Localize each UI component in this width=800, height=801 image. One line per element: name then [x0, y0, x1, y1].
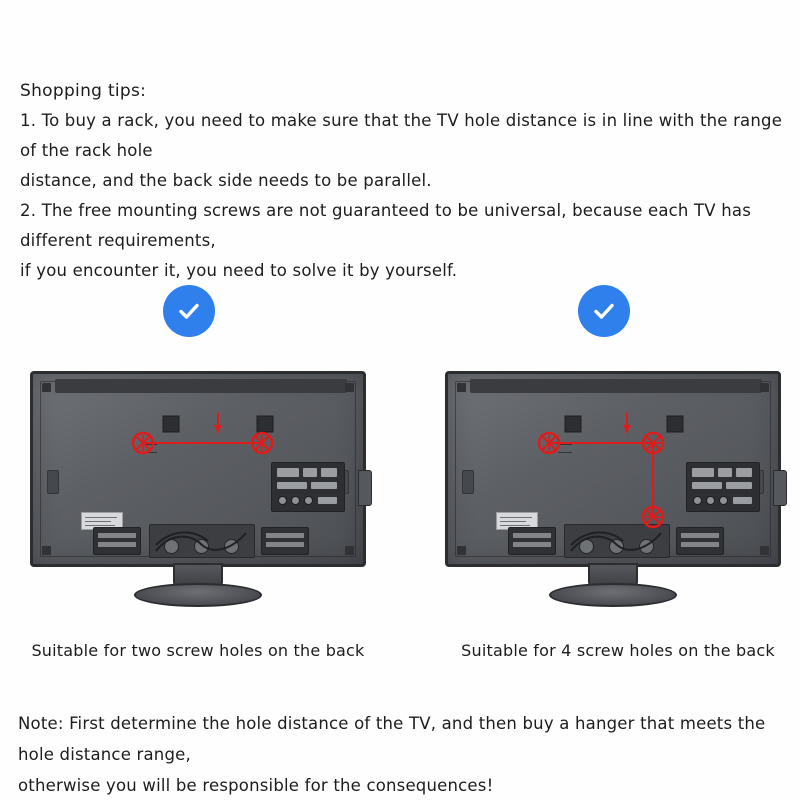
tv-corner-screw [760, 546, 769, 555]
tv-port [277, 482, 307, 489]
tv-back-panel [30, 371, 366, 567]
tv-port [726, 482, 752, 489]
tv-surface-line [558, 452, 572, 453]
tv-port-jack [693, 496, 702, 505]
caption-four-hole: Suitable for 4 screw holes on the back [461, 641, 775, 660]
tv-bottom-connector-panel [676, 527, 724, 555]
tv-surface-line [143, 452, 157, 453]
tv-bottom-connector-panel [508, 527, 556, 555]
tv-bottom-connector-panel [261, 527, 309, 555]
tv-port-jack [278, 496, 287, 505]
tv-port [692, 482, 722, 489]
shopping-tips-title: Shopping tips: [20, 81, 147, 101]
tv-port-block [686, 462, 760, 512]
tv-cable-wires [565, 525, 669, 557]
check-badge-right [578, 285, 630, 337]
tv-port [692, 468, 714, 477]
tv-port [277, 468, 299, 477]
tv-side-tab [358, 470, 372, 506]
shopping-tips-line-3: 2. The free mounting screws are not guaranteed to be universal, because each TV has different requirements, [20, 201, 751, 250]
tv-cable-wires [150, 525, 254, 557]
tv-port [733, 497, 752, 504]
note-line-1: Note: First determine the hole distance of the TV, and then buy a hanger that meets the hole distance range, [18, 714, 766, 764]
tv-surface-line [143, 444, 157, 445]
tv-corner-screw [345, 383, 354, 392]
tv-port [718, 468, 732, 477]
tv-port [736, 468, 752, 477]
shopping-tips-block [20, 76, 792, 286]
tv-port-jack [304, 496, 313, 505]
tv-stand-base [134, 583, 262, 607]
check-badge-left [163, 285, 215, 337]
tv-port [311, 482, 337, 489]
check-icon [589, 296, 619, 326]
tv-back-panel [445, 371, 781, 567]
tv-corner-screw [457, 546, 466, 555]
tv-port-jack [719, 496, 728, 505]
tv-bottom-connector-panel [93, 527, 141, 555]
tv-port [303, 468, 317, 477]
tv-port-jack [706, 496, 715, 505]
tv-corner-screw [345, 546, 354, 555]
tv-port [318, 497, 337, 504]
tv-illustration-four-hole [445, 371, 781, 611]
tv-side-tab [773, 470, 787, 506]
tv-top-strip [470, 379, 762, 393]
tv-port-jack [291, 496, 300, 505]
tv-illustration-two-hole [30, 371, 366, 611]
shopping-tips-line-2: distance, and the back side needs to be parallel. [20, 171, 432, 190]
tv-corner-screw [42, 383, 51, 392]
tv-cable-box [149, 524, 255, 558]
shopping-tips-line-1: 1. To buy a rack, you need to make sure that the TV hole distance is in line with the range of the rack hole [20, 111, 783, 160]
tv-corner-screw [457, 383, 466, 392]
tv-top-strip [55, 379, 347, 393]
caption-two-hole: Suitable for two screw holes on the back [31, 641, 365, 660]
tv-surface-line [558, 444, 572, 445]
tv-corner-screw [42, 546, 51, 555]
note-line-2: otherwise you will be responsible for the consequences! [18, 776, 494, 795]
check-icon [174, 296, 204, 326]
tv-corner-screw [760, 383, 769, 392]
tv-stand-base [549, 583, 677, 607]
tv-vent [462, 470, 474, 494]
tv-port-block [271, 462, 345, 512]
note-block [18, 708, 790, 801]
shopping-tips-line-4: if you encounter it, you need to solve it by yourself. [20, 261, 458, 280]
tv-cable-box [564, 524, 670, 558]
tv-port [321, 468, 337, 477]
tv-vent [47, 470, 59, 494]
